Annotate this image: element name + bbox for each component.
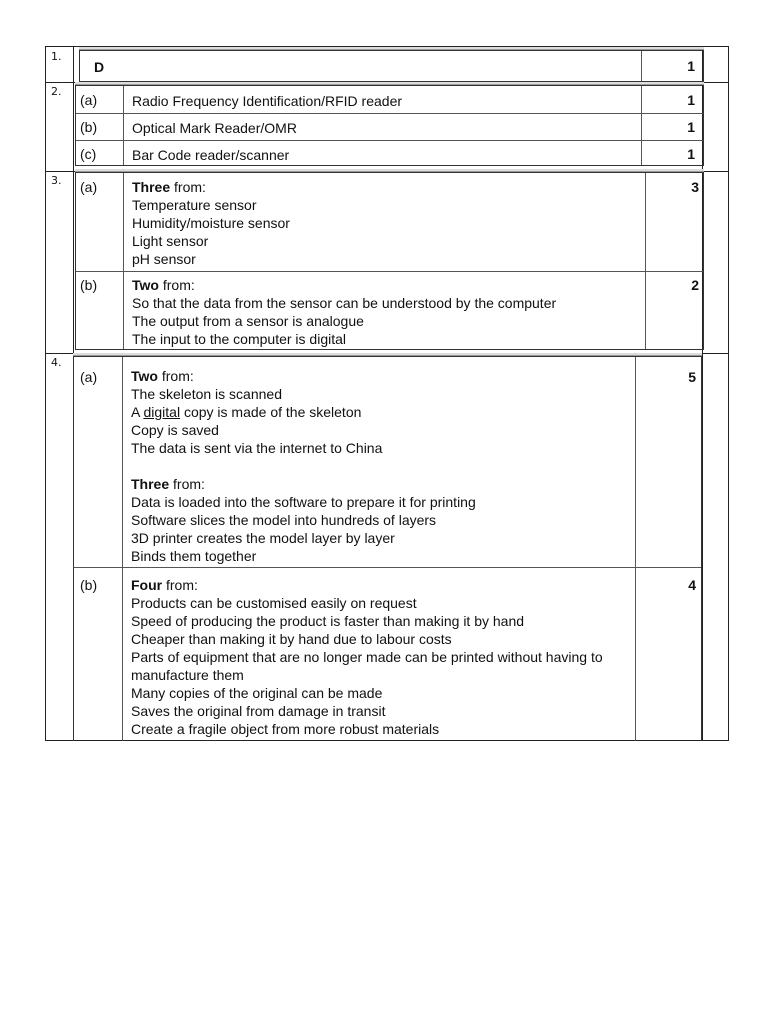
q1-mark: 1 (687, 58, 695, 74)
part-column-divider (122, 357, 123, 741)
answer-line: The data is sent via the internet to China (131, 440, 383, 456)
q2-answer-box (75, 85, 704, 166)
q3-answer-box (75, 172, 704, 350)
answer-line: Products can be customised easily on request (131, 595, 417, 611)
part-column-divider (123, 173, 124, 349)
mark-value: 5 (688, 369, 696, 385)
blank-line (131, 457, 476, 475)
mark-value: 1 (687, 146, 695, 162)
row-divider-q1 (46, 82, 728, 83)
row-divider (76, 271, 703, 272)
q4-answer-box (73, 356, 702, 741)
mark-value: 2 (691, 277, 699, 293)
part-label: (c) (80, 146, 97, 162)
row-divider (76, 113, 703, 114)
answer-line: Many copies of the original can be made (131, 685, 383, 701)
q1-answer: D (94, 59, 105, 75)
row-divider (76, 140, 703, 141)
part-label: (b) (80, 119, 98, 135)
mark-value: 1 (687, 92, 695, 108)
answer-line: The output from a sensor is analogue (132, 313, 364, 329)
answer-line: manufacture them (131, 667, 244, 683)
answer-heading: Four from: (131, 577, 198, 593)
part-column-divider (123, 86, 124, 165)
answer-heading: Two from: (131, 368, 194, 384)
part-label: (a) (80, 179, 98, 195)
answer-text: Bar Code reader/scanner (132, 147, 290, 163)
answer-line: Binds them together (131, 548, 257, 564)
mark-value: 3 (691, 179, 699, 195)
answer-line: The skeleton is scanned (131, 386, 282, 402)
mark-column-divider (635, 357, 636, 741)
mark-column-divider (645, 173, 646, 349)
answer-line: Parts of equipment that are no longer made can be printed without having to (131, 649, 603, 665)
q4a-answer-block (131, 367, 476, 565)
question-number: 1. (51, 50, 62, 63)
question-number: 3. (51, 174, 62, 187)
question-number: 4. (51, 356, 62, 369)
answer-line: Data is loaded into the software to prepare it for printing (131, 494, 476, 510)
q3a-answer-block (132, 178, 290, 268)
answer-line: The input to the computer is digital (132, 331, 347, 347)
row-divider-q3 (46, 353, 728, 354)
question-number: 2. (51, 85, 62, 98)
mark-column-divider (641, 51, 642, 81)
answer-line: Cheaper than making it by hand due to labour costs (131, 631, 452, 647)
q1-answer-box (79, 50, 704, 82)
answer-text: Radio Frequency Identification/RFID reader (132, 93, 403, 109)
mark-column-divider (641, 86, 642, 165)
answer-heading: Three from: (131, 476, 205, 492)
part-label: (b) (80, 577, 98, 593)
answer-line: Speed of producing the product is faster than making it by hand (131, 613, 525, 629)
answer-line: Create a fragile object from more robust materials (131, 721, 440, 737)
answer-line: So that the data from the sensor can be understood by the computer (132, 295, 557, 311)
answer-line: Copy is saved (131, 422, 219, 438)
answer-line: Temperature sensor (132, 197, 257, 213)
answer-line: Saves the original from damage in transit (131, 703, 386, 719)
q3b-answer-block (132, 276, 556, 348)
answer-line: 3D printer creates the model layer by layer (131, 530, 395, 546)
row-divider (74, 567, 701, 568)
answer-heading: Three from: (132, 179, 206, 195)
answer-line: Humidity/moisture sensor (132, 215, 290, 231)
q4b-answer-block (131, 576, 603, 738)
answer-text: Optical Mark Reader/OMR (132, 120, 297, 136)
answer-line: pH sensor (132, 251, 196, 267)
answer-line: Light sensor (132, 233, 209, 249)
answer-line: Software slices the model into hundreds of layers (131, 512, 437, 528)
part-label: (a) (80, 92, 98, 108)
mark-value: 1 (687, 119, 695, 135)
mark-value: 4 (688, 577, 696, 593)
answer-heading: Two from: (132, 277, 195, 293)
part-label: (a) (80, 369, 98, 385)
answer-line: A digital copy is made of the skeleton (131, 404, 362, 420)
part-label: (b) (80, 277, 98, 293)
